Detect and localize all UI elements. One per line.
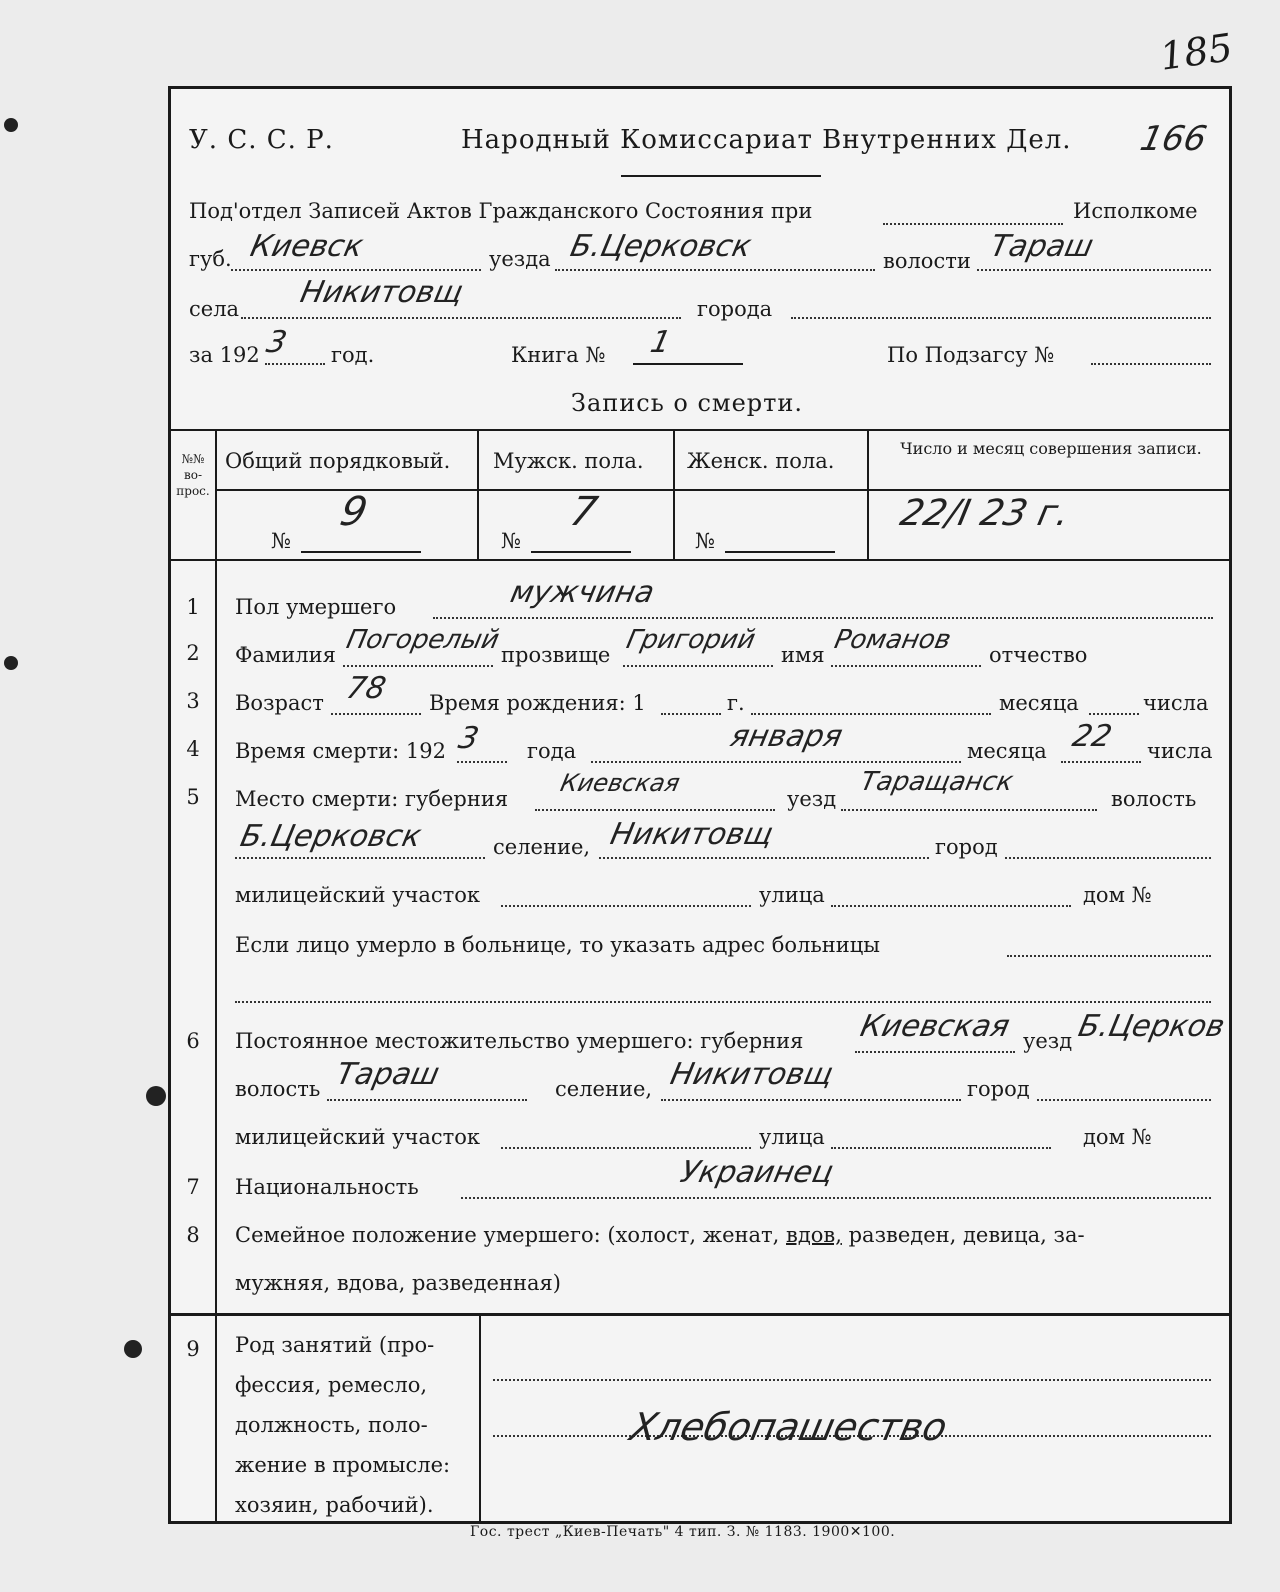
questions-column-rule xyxy=(215,429,217,1521)
fill-line xyxy=(661,713,721,715)
uezd-label: уезда xyxy=(489,247,551,271)
republic-label: У. С. С. Р. xyxy=(189,125,334,155)
residence-militia-label: милицейский участок xyxy=(235,1125,481,1149)
marital-status-text-rest: разведен, девица, за- xyxy=(848,1223,1085,1247)
gub-value: Киевск xyxy=(247,229,367,264)
fill-line xyxy=(433,617,1213,619)
gorod-label: города xyxy=(697,297,773,321)
year-god-label: год. xyxy=(331,343,375,367)
podzags-label: По Подзагсу № xyxy=(887,343,1055,367)
book-value: 1 xyxy=(647,325,674,360)
printer-imprint: Гос. трест „Киев-Печать" 4 тип. З. № 1183. 1900✕100. xyxy=(470,1524,896,1540)
fill-line xyxy=(1037,1099,1211,1101)
fill-line xyxy=(535,809,775,811)
fill-line xyxy=(531,551,631,553)
col-rule xyxy=(477,429,479,559)
num-sign: № xyxy=(695,529,715,553)
fill-line xyxy=(977,269,1211,271)
residence-uezd-value: Б.Церков xyxy=(1075,1009,1228,1044)
nickname-value: Григорий xyxy=(623,625,758,655)
death-day-value: 22 xyxy=(1069,719,1115,754)
volost-label: волости xyxy=(883,249,971,273)
fill-line xyxy=(623,665,773,667)
fill-line xyxy=(493,1379,1211,1381)
gub-label: губ. xyxy=(189,247,232,271)
fill-line xyxy=(241,317,681,319)
residence-uezd-label: уезд xyxy=(1023,1029,1073,1053)
nationality-label: Национальность xyxy=(235,1175,419,1199)
fill-line xyxy=(661,1099,961,1101)
sex-value: мужчина xyxy=(507,575,658,610)
male-header: Мужск. пола. xyxy=(493,449,644,473)
fill-line xyxy=(301,551,421,553)
residence-house-label: дом № xyxy=(1083,1125,1152,1149)
questions-header: №№ во-прос. xyxy=(176,452,210,498)
corner-number: 166 xyxy=(1136,119,1211,159)
death-month-value: января xyxy=(727,719,846,754)
marital-status-text: Семейное положение умершего: (холост, женат, xyxy=(235,1223,780,1247)
name-label: имя xyxy=(781,643,825,667)
year-label: за 192 xyxy=(189,343,260,367)
table-top-rule xyxy=(171,429,1229,431)
marital-status-line1 xyxy=(235,1223,1085,1247)
archive-number: 185 xyxy=(1157,25,1236,79)
fill-line xyxy=(841,809,1097,811)
fill-line xyxy=(231,269,481,271)
fill-line xyxy=(883,223,1063,225)
death-uezd-label: уезд xyxy=(787,787,837,811)
binder-hole xyxy=(4,656,18,670)
occupation-rule xyxy=(171,1313,1229,1316)
death-selenie-label: селение, xyxy=(493,835,591,859)
residence-label: Постоянное местожительство умершего: губерния xyxy=(235,1029,804,1053)
marital-status-selected: вдов, xyxy=(786,1223,842,1247)
question-number: 9 xyxy=(186,1337,200,1361)
fill-line xyxy=(1061,761,1141,763)
age-value: 78 xyxy=(343,671,389,706)
occupation-column-rule xyxy=(479,1313,481,1521)
death-place-label: Место смерти: губерния xyxy=(235,787,509,811)
num-sign: № xyxy=(501,529,521,553)
occupation-label-line: хозяин, рабочий). xyxy=(235,1493,434,1517)
fill-line xyxy=(1005,857,1211,859)
fill-line xyxy=(501,1147,751,1149)
book-label: Книга № xyxy=(511,343,606,367)
nationality-value: Украинец xyxy=(677,1155,837,1190)
question-number: 2 xyxy=(186,641,200,665)
residence-selenie-label: селение, xyxy=(555,1077,653,1101)
death-uezd-value: Таращанск xyxy=(857,767,1016,797)
fill-line xyxy=(1091,363,1211,365)
male-number-value: 7 xyxy=(566,489,602,535)
fill-line xyxy=(791,317,1211,319)
fill-line xyxy=(343,665,493,667)
question-number: 3 xyxy=(186,689,200,713)
selo-label: села xyxy=(189,297,240,321)
surname-value: Погорелый xyxy=(343,625,502,655)
header-divider xyxy=(621,175,821,177)
death-year-digit: 3 xyxy=(455,721,482,756)
occupation-label-line: фессия, ремесло, xyxy=(235,1373,428,1397)
fill-line xyxy=(265,363,325,365)
question-number: 8 xyxy=(186,1223,200,1247)
occupation-value: Хлебопашество xyxy=(626,1405,952,1449)
fill-line xyxy=(461,1197,1211,1199)
volost-value: Тараш xyxy=(987,229,1097,264)
fill-line xyxy=(1007,955,1211,957)
record-date-value: 22/I 23 г. xyxy=(896,493,1073,534)
death-month-label: месяца xyxy=(967,739,1047,763)
death-volost-label: волость xyxy=(1111,787,1197,811)
death-volost-value: Б.Церковск xyxy=(237,819,425,854)
age-label: Возраст xyxy=(235,691,324,715)
fill-line xyxy=(457,761,507,763)
death-record-form xyxy=(168,86,1232,1524)
name-value: Романов xyxy=(831,625,954,655)
fill-line xyxy=(591,761,961,763)
date-header: Число и месяц совершения записи. xyxy=(900,439,1202,458)
fill-line xyxy=(1089,713,1139,715)
general-number-value: 9 xyxy=(336,489,372,535)
birth-month-label: месяца xyxy=(999,691,1079,715)
militia-label: милицейский участок xyxy=(235,883,481,907)
fill-line xyxy=(327,1099,527,1101)
birth-day-label: числа xyxy=(1143,691,1209,715)
patronymic-label: отчество xyxy=(989,643,1088,667)
question-number: 1 xyxy=(186,595,200,619)
street-label: улица xyxy=(759,883,825,907)
house-label: дом № xyxy=(1083,883,1152,907)
num-sign: № xyxy=(271,529,291,553)
occupation-label xyxy=(235,1325,471,1525)
residence-volost-label: волость xyxy=(235,1077,321,1101)
year-digit: 3 xyxy=(263,325,290,360)
fill-line xyxy=(331,713,421,715)
residence-gorod-label: город xyxy=(967,1077,1030,1101)
residence-street-label: улица xyxy=(759,1125,825,1149)
fill-line xyxy=(855,1051,1015,1053)
fill-line xyxy=(725,551,835,553)
residence-gub-value: Киевская xyxy=(857,1009,1013,1044)
fill-line xyxy=(633,363,743,365)
fill-line xyxy=(555,269,875,271)
female-header: Женск. пола. xyxy=(687,449,835,473)
residence-volost-value: Тараш xyxy=(333,1057,443,1092)
nickname-label: прозвище xyxy=(501,643,611,667)
death-year-label: года xyxy=(527,739,577,763)
marital-status-line2: мужняя, вдова, разведенная) xyxy=(235,1271,561,1295)
death-gub-value: Киевская xyxy=(558,769,683,797)
residence-selenie-value: Никитовщ xyxy=(667,1057,837,1092)
death-gorod-label: город xyxy=(935,835,998,859)
col-rule xyxy=(673,429,675,559)
birth-label: Время рождения: 1 xyxy=(429,691,646,715)
fill-line xyxy=(831,1147,1051,1149)
surname-label: Фамилия xyxy=(235,643,336,667)
selo-value: Никитовщ xyxy=(297,275,467,310)
death-selenie-value: Никитовщ xyxy=(607,817,777,852)
occupation-label-line: жение в промысле: xyxy=(235,1453,451,1477)
record-title: Запись о смерти. xyxy=(571,389,804,417)
uezd-value: Б.Церковск xyxy=(567,229,755,264)
col-rule xyxy=(867,429,869,559)
fill-line xyxy=(501,905,751,907)
fill-line xyxy=(599,857,929,859)
binder-hole xyxy=(4,118,18,132)
binder-hole xyxy=(124,1340,142,1358)
commissariat-title: Народный Комиссариат Внутренних Дел. xyxy=(461,125,1072,155)
table-header-bottom-rule xyxy=(171,559,1229,561)
occupation-label-line: должность, поло- xyxy=(235,1413,428,1437)
fill-line xyxy=(831,665,981,667)
death-day-label: числа xyxy=(1147,739,1213,763)
birth-g-label: г. xyxy=(727,691,745,715)
question-number: 6 xyxy=(186,1029,200,1053)
sex-label: Пол умершего xyxy=(235,595,397,619)
question-number: 7 xyxy=(186,1175,200,1199)
fill-line xyxy=(235,857,485,859)
binder-hole xyxy=(146,1086,166,1106)
question-number: 4 xyxy=(186,737,200,761)
general-header: Общий порядковый. xyxy=(225,449,451,473)
office-line-label: Под'отдел Записей Актов Гражданского Состояния при xyxy=(189,199,813,223)
question-number: 5 xyxy=(186,785,200,809)
fill-line xyxy=(751,713,991,715)
hospital-label: Если лицо умерло в больнице, то указать адрес больницы xyxy=(235,933,880,957)
occupation-label-line: Род занятий (про- xyxy=(235,1333,435,1357)
ispolkom-label: Исполкоме xyxy=(1073,199,1198,223)
death-time-label: Время смерти: 192 xyxy=(235,739,446,763)
fill-line xyxy=(831,905,1071,907)
fill-line xyxy=(235,1001,1211,1003)
